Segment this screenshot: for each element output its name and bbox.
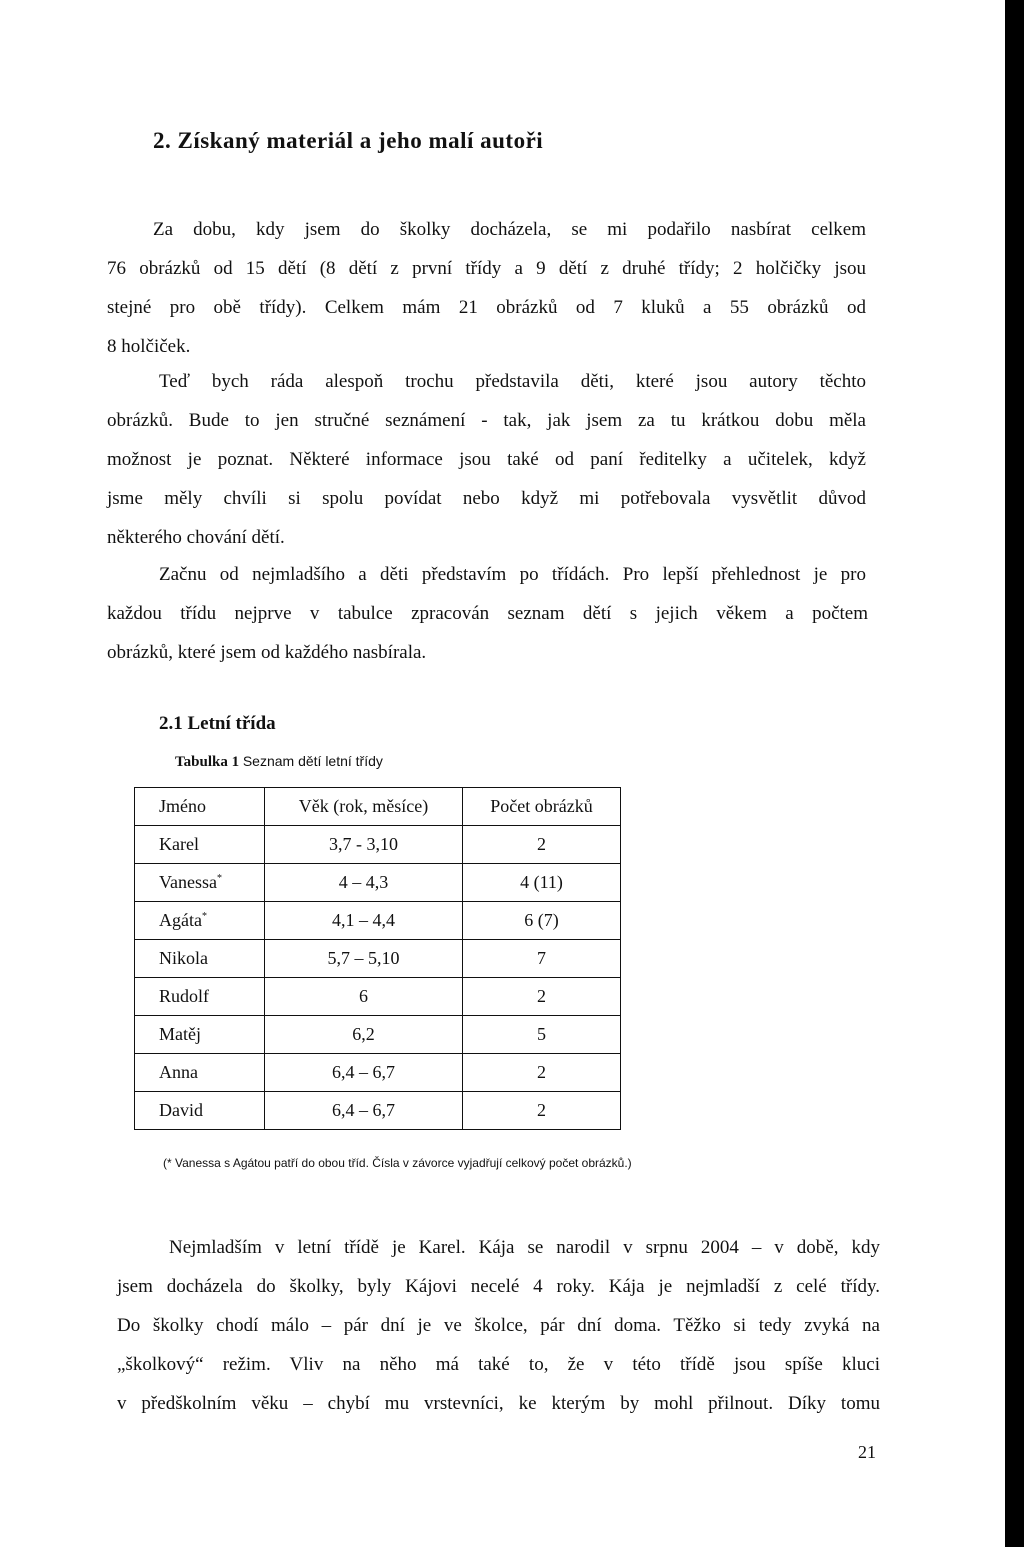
table-row [135, 902, 621, 940]
cell-name [135, 1016, 265, 1054]
table-caption [175, 753, 383, 771]
paragraph-2-line-3: možnost je poznat. Některé informace jsou také od paní ředitelky a učitelek, když [107, 449, 866, 470]
table-row [135, 826, 621, 864]
cell-name [135, 826, 265, 864]
cell-age: 6,2 [265, 1016, 463, 1054]
cell-name [135, 864, 265, 902]
table-row [135, 864, 621, 902]
paragraph-4-line-5: v předškolním věku – chybí mu vrstevníci, ke kterým by mohl přilnout. Díky tomu [117, 1393, 880, 1414]
cell-age: 4,1 – 4,4 [265, 902, 463, 940]
cell-age: 6,4 – 6,7 [265, 1092, 463, 1130]
child-name: Agáta [159, 910, 202, 930]
cell-age: 6,4 – 6,7 [265, 1054, 463, 1092]
cell-name [135, 940, 265, 978]
cell-name [135, 978, 265, 1016]
cell-count: 7 [463, 940, 621, 978]
cell-name [135, 902, 265, 940]
paragraph-4-line-2: jsem docházela do školky, byly Kájovi necelé 4 roky. Kája je nejmladší z celé třídy. [117, 1276, 880, 1297]
child-name: Rudolf [159, 986, 210, 1006]
child-name: Nikola [159, 948, 208, 968]
paragraph-2-line-1: Teď bych ráda alespoň trochu představila děti, které jsou autory těchto [159, 371, 866, 392]
page-number: 21 [858, 1442, 876, 1462]
cell-count: 5 [463, 1016, 621, 1054]
paragraph-4-line-4: „školkový“ režim. Vliv na něho má také to, že v této třídě jsou spíše kluci [117, 1354, 880, 1375]
table-row [135, 1092, 621, 1130]
child-name: Anna [159, 1062, 198, 1082]
paragraph-1-line-4: 8 holčiček. [107, 336, 191, 357]
child-name: Vanessa [159, 872, 217, 892]
paragraph-3-line-2: každou třídu nejprve v tabulce zpracován seznam dětí s jejich věkem a počtem [107, 603, 868, 624]
paragraph-2-line-4: jsme měly chvíli si spolu povídat nebo když mi potřebovala vysvětlit důvod [107, 488, 866, 509]
cell-count: 4 (11) [463, 864, 621, 902]
cell-age: 6 [265, 978, 463, 1016]
table-row [135, 978, 621, 1016]
table-row [135, 1016, 621, 1054]
paragraph-4-line-3: Do školky chodí málo – pár dní je ve školce, pár dní doma. Těžko si tedy zvyká na [117, 1315, 880, 1336]
cell-count: 2 [463, 978, 621, 1016]
table-footnote: (* Vanessa s Agátou patří do obou tříd. Čísla v závorce vyjadřují celkový počet obrázků.) [163, 1156, 632, 1170]
paragraph-2-line-5: některého chování dětí. [107, 527, 285, 548]
child-name: David [159, 1100, 203, 1120]
cell-count: 2 [463, 1054, 621, 1092]
paragraph-3-line-1: Začnu od nejmladšího a děti představím po třídách. Pro lepší přehlednost je pro [159, 564, 866, 585]
header-name: Jméno [135, 788, 265, 826]
table-row [135, 1054, 621, 1092]
section-heading: 2.1 Letní třída [159, 713, 276, 734]
cell-age: 3,7 - 3,10 [265, 826, 463, 864]
paragraph-1-line-1: Za dobu, kdy jsem do školky docházela, se mi podařilo nasbírat celkem [153, 219, 866, 240]
header-count: Počet obrázků [463, 788, 621, 826]
child-mark: * [201, 911, 207, 922]
paragraph-4-line-1: Nejmladším v letní třídě je Karel. Kája se narodil v srpnu 2004 – v době, kdy [169, 1237, 880, 1258]
cell-name [135, 1054, 265, 1092]
table-caption-text: Seznam dětí letní třídy [242, 753, 383, 769]
cell-count: 6 (7) [463, 902, 621, 940]
child-mark: * [216, 873, 222, 884]
paragraph-2-line-2: obrázků. Bude to jen stručné seznámení - tak, jak jsem za tu krátkou dobu měla [107, 410, 866, 431]
table-row [135, 940, 621, 978]
chapter-heading: 2. Získaný materiál a jeho malí autoři [153, 128, 544, 153]
paragraph-3-line-3: obrázků, které jsem od každého nasbírala. [107, 642, 427, 663]
cell-name [135, 1092, 265, 1130]
cell-count: 2 [463, 826, 621, 864]
header-age: Věk (rok, měsíce) [265, 788, 463, 826]
paragraph-1-line-3: stejné pro obě třídy). Celkem mám 21 obrázků od 7 kluků a 55 obrázků od [107, 297, 866, 318]
cell-count: 2 [463, 1092, 621, 1130]
table-header-row [135, 788, 621, 826]
table-caption-label: Tabulka 1 [175, 754, 240, 770]
cell-age: 5,7 – 5,10 [265, 940, 463, 978]
child-name: Karel [159, 834, 199, 854]
cell-age: 4 – 4,3 [265, 864, 463, 902]
child-name: Matěj [159, 1024, 201, 1044]
children-table [134, 787, 621, 1130]
paragraph-1-line-2: 76 obrázků od 15 dětí (8 dětí z první třídy a 9 dětí z druhé třídy; 2 holčičky jsou [107, 258, 866, 279]
